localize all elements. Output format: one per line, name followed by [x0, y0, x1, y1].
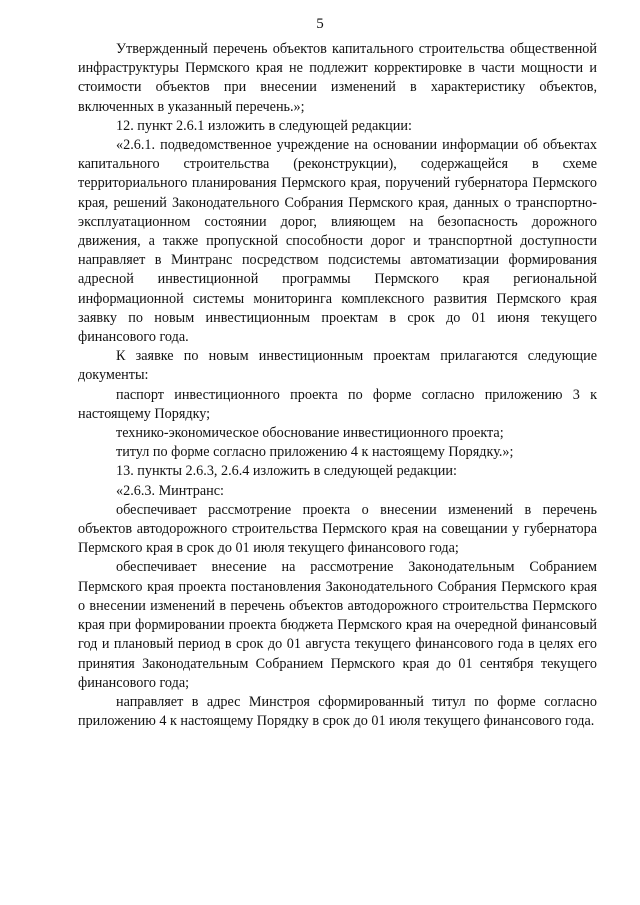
paragraph: К заявке по новым инвестиционным проектам прилагаются следующие документы: — [78, 348, 597, 384]
paragraph: титул по форме согласно приложению 4 к настоящему Порядку.»; — [116, 444, 514, 461]
paragraph: «2.6.3. Минтранс: — [116, 482, 224, 499]
paragraph: паспорт инвестиционного проекта по форме согласно приложению 3 к настоящему Порядку; — [78, 386, 597, 422]
document-body — [78, 40, 597, 731]
paragraph: 13. пункты 2.6.3, 2.6.4 изложить в следующей редакции: — [116, 463, 457, 480]
paragraph: обеспечивает внесение на рассмотрение Законодательным Собранием Пермского края проекта постановления Законодательного Собрания Пермского края о внесении изменений в перечень объектов автодорожного строительства Пермского края при формировании проекта бюджета Пермского края на очередной финансовый год и плановый период в срок до 01 августа текущего финансового года в целях его принятия Законодательным Собранием Пермского края до 01 сентября текущего финансового года; — [78, 559, 597, 691]
paragraph: направляет в адрес Минстроя сформированный титул по форме согласно приложению 4 к настоящему Порядку в срок до 01 июля текущего финансового года. — [78, 693, 597, 730]
paragraph: 12. пункт 2.6.1 изложить в следующей редакции: — [116, 117, 412, 134]
paragraph: «2.6.1. подведомственное учреждение на основании информации об объектах капитального строительства (реконструкции), содержащейся в схеме территориального планирования Пермского края, поручений губернатора Пермского края, решений Законодательного Собрания Пермского края, данных о транспортно-эксплуатационном состоянии дорог, влияющем на безопасность дорожного движения, а также пропускной способности дорог и транспортной доступности направляет в Минтранс посредством подсистемы автоматизации формирования адресной инвестиционной программы Пермского края региональной информационной системы мониторинга комплексного развития Пермского края заявку по новым инвестиционным проектам в срок до 01 июня текущего финансового года. — [78, 137, 597, 346]
paragraph: технико-экономическое обоснование инвестиционного проекта; — [116, 425, 504, 442]
page-number: 5 — [316, 16, 324, 32]
paragraph: Утвержденный перечень объектов капитального строительства общественной инфраструктуры Пермского края не подлежит корректировке в части мощности и стоимости объектов при внесении изменений в характеристику объектов, включенных в указанный перечень.»; — [78, 41, 597, 115]
paragraph: обеспечивает рассмотрение проекта о внесении изменений в перечень объектов автодорожного строительства Пермского края на совещании у губернатора Пермского края в срок до 01 июля текущего финансового года; — [78, 501, 597, 557]
